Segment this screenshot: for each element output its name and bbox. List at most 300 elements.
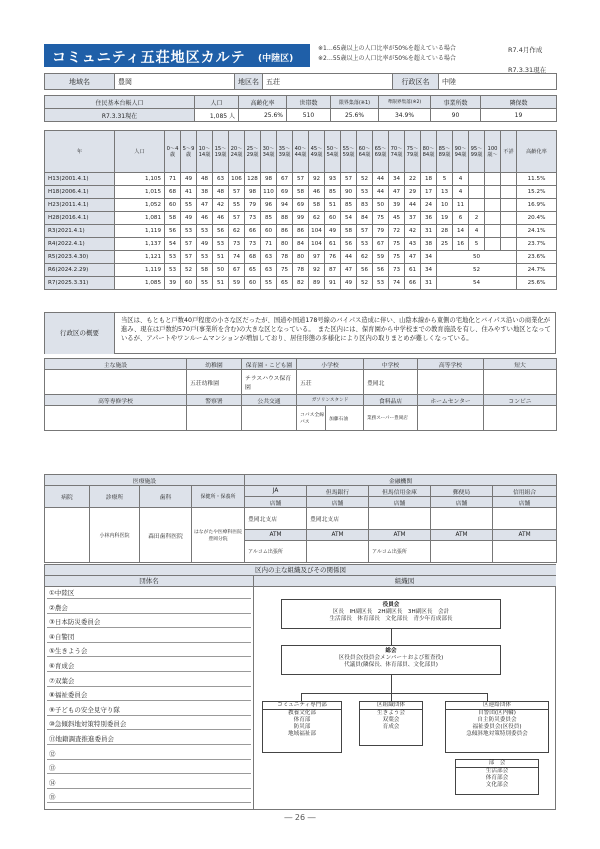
atm-value: アルコム出張所 [369,541,431,563]
age-bracket-header: 95〜99歳 [469,131,485,173]
age-count: 66 [405,277,421,290]
facility-value [242,406,297,431]
age-count-merged: 52 [437,264,517,277]
age-count: 84 [293,238,309,251]
medical-finance-table [44,474,557,563]
age-year-header: 年 [45,131,115,173]
dept-title: 部 会 [456,760,538,768]
age-row [45,186,557,199]
age-count: 62 [309,212,325,225]
age-count: 67 [373,238,389,251]
connector [391,629,392,645]
age-count: 67 [229,264,245,277]
age-count [485,212,501,225]
age-count: 48 [197,173,213,186]
age-bracket-header: 35〜39歳 [277,131,293,173]
age-row-year: R6(2024.2.29) [45,264,115,277]
facility-header: 中学校 [364,359,418,370]
age-count: 63 [213,173,229,186]
area-label: 地域名 [45,74,115,90]
age-bracket-header: 40〜44歳 [293,131,309,173]
groups-line: 生きよう会 [377,710,405,716]
groups-box [359,701,423,746]
age-row-year: R4(2022.4.1) [45,238,115,251]
officers-box [281,599,501,629]
age-count: 4 [469,225,485,238]
age-count: 4 [453,186,469,199]
age-count: 76 [325,251,341,264]
age-count: 65 [277,277,293,290]
summary-header: 準限界集落(※2) [379,96,431,109]
age-count: 80 [293,251,309,264]
age-count: 31 [421,225,437,238]
org-item: ⑩急傾斜地対策特別委員会 [47,719,251,730]
age-count: 39 [165,277,181,290]
facility-blank [45,406,187,431]
groups-line: 双葉会 [382,717,400,723]
age-count [469,199,485,212]
age-count: 60 [261,225,277,238]
age-row-rate: 24.7% [517,264,557,277]
summary-header: 人口 [195,96,239,109]
age-count: 98 [245,186,261,199]
age-count: 5 [437,173,453,186]
age-count: 85 [261,212,277,225]
age-count: 104 [309,238,325,251]
age-count: 96 [261,199,277,212]
age-bracket-header: 45〜49歳 [309,131,325,173]
atm-header: ATM [245,530,307,541]
community-line: 体育部 [293,717,311,723]
age-count: 85 [341,199,357,212]
general-title: 総会 [385,648,397,654]
age-count: 61 [325,238,341,251]
age-count: 56 [213,225,229,238]
age-count: 79 [245,199,261,212]
medical-value: 小林内科医院 [90,508,140,563]
age-count: 58 [309,199,325,212]
related-line: 急傾斜地対策特別委員会 [466,731,528,737]
age-count: 59 [229,277,245,290]
note-1: ※1…65歳以上の人口比率が50%を超えている場合 [318,45,456,52]
age-count [469,173,485,186]
title-banner [44,44,310,67]
age-count: 110 [261,186,277,199]
age-count: 57 [341,173,357,186]
age-count: 34 [389,173,405,186]
age-count: 43 [405,238,421,251]
org-item: ③日本防災委員会 [47,617,251,628]
org-col-chart: 組織図 [253,576,556,587]
age-bracket-header: 80〜84歳 [421,131,437,173]
connector [487,693,488,701]
age-row-rate: 11.5% [517,173,557,186]
age-count: 71 [165,173,181,186]
age-count: 4 [453,173,469,186]
age-bracket-header: 20〜24歳 [229,131,245,173]
age-count: 52 [357,277,373,290]
age-bracket-header: 60〜64歳 [357,131,373,173]
age-count: 18 [421,173,437,186]
admin-label: 行政区名 [393,74,439,90]
age-count: 6 [453,212,469,225]
summary-value: 19 [481,109,557,122]
age-count: 84 [357,212,373,225]
organizations-section [44,564,556,810]
dept-line: 文化部会 [485,782,509,788]
age-count [501,212,517,225]
age-count: 83 [357,199,373,212]
age-row-rate: 16.9% [517,199,557,212]
age-count: 49 [341,277,357,290]
age-count [501,199,517,212]
age-count [469,186,485,199]
age-count: 104 [309,225,325,238]
age-count: 73 [245,212,261,225]
age-count: 75 [389,251,405,264]
age-count: 49 [181,212,197,225]
age-count: 58 [197,264,213,277]
age-count [501,225,517,238]
finance-store [493,508,557,530]
age-bracket-header: 55〜59歳 [341,131,357,173]
finance-header: 但馬信用金庫 [369,486,431,497]
age-count: 52 [181,264,197,277]
age-count: 87 [325,264,341,277]
age-count: 34 [421,264,437,277]
age-row [45,212,557,225]
community-line: 地域福祉部 [288,731,316,737]
age-count: 92 [309,264,325,277]
age-count: 42 [213,199,229,212]
age-count: 53 [181,225,197,238]
summary-table [44,95,557,122]
org-item: ⑪地籍調査推進委員会 [47,734,251,745]
medical-header: 保健所・保養所 [192,486,245,508]
age-count: 71 [261,238,277,251]
age-count: 55 [197,277,213,290]
age-row-year: R7(2025.3.31) [45,277,115,290]
age-count: 60 [181,277,197,290]
age-row [45,251,557,264]
finance-subheader: 店舗 [245,497,307,508]
age-count: 36 [421,212,437,225]
age-count: 60 [165,199,181,212]
age-row [45,173,557,186]
page-subtitle: (中陸区) [258,54,294,64]
age-count: 93 [325,173,341,186]
age-count: 94 [277,199,293,212]
summary-header: 事業所数 [431,96,481,109]
age-count: 97 [309,251,325,264]
finance-header: 郵便局 [431,486,493,497]
age-row-pop: 1,119 [115,225,165,238]
org-col-name: 団体名 [45,576,253,587]
connector [391,675,392,693]
general-line: 区役員会(役員会メンバー＋および監査役) [338,655,444,661]
org-item: ⑨子どもの安全見守り隊 [47,705,251,716]
age-count: 2 [469,212,485,225]
age-row-rate: 23.6% [517,251,557,264]
age-row-year: R5(2023.4.30) [45,251,115,264]
note-2: ※2…55歳以上の人口比率が50%を超えている場合 [318,55,456,62]
finance-store: 豊岡北支店 [307,508,369,530]
facility-header: 幼稚園 [187,359,242,370]
age-count: 41 [181,186,197,199]
age-count: 80 [277,238,293,251]
age-count: 60 [325,212,341,225]
age-count: 5 [469,238,485,251]
age-count: 47 [341,264,357,277]
community-box [262,701,342,753]
org-divider [253,576,254,810]
age-row-year: H18(2006.4.1) [45,186,115,199]
district-value: 五荘 [263,74,393,90]
org-item: ⑥育成会 [47,661,251,672]
age-bracket-header: 75〜79歳 [405,131,421,173]
page-title: コミュニティ五荘地区カルテ [52,50,246,66]
age-count: 67 [277,173,293,186]
atm-header: ATM [431,530,493,541]
age-count: 53 [197,251,213,264]
community-line: 防災部 [293,724,311,730]
age-count: 50 [373,199,389,212]
age-count: 46 [309,186,325,199]
age-count: 68 [245,251,261,264]
age-count: 74 [389,277,405,290]
age-count: 69 [277,186,293,199]
age-bracket-header: 不詳 [501,131,517,173]
age-count: 53 [357,186,373,199]
age-bracket-header: 30〜34歳 [261,131,277,173]
facility-value: 五荘 [297,370,364,395]
summary-value: 90 [431,109,481,122]
atm-value: アルコム出張所 [245,541,307,563]
age-count: 58 [341,225,357,238]
facility-header: 高等学校 [418,359,484,370]
officers-line: 生活部長 体育部長 文化部長 青少年育成部長 [329,616,453,622]
age-count: 56 [357,264,373,277]
medical-value: はながたや医療科医院豊岡分院 [192,508,245,563]
age-count: 13 [437,186,453,199]
area-value: 豊岡 [115,74,235,90]
age-count: 56 [373,264,389,277]
facilities-label: 主な施設 [45,359,187,370]
age-row-year: R3(2021.4.1) [45,225,115,238]
age-count: 58 [293,186,309,199]
facility-value: 加藤石油 [326,406,364,431]
summary-value: 25.6% [239,109,287,122]
age-count: 53 [165,264,181,277]
finance-subheader: 店舗 [307,497,369,508]
overview-label: 行政区の概要 [45,313,115,354]
org-item: ⑦双葉会 [47,676,251,687]
age-count: 63 [261,251,277,264]
facility-value: 五荘幼稚園 [187,370,242,395]
age-count: 51 [325,199,341,212]
summary-value: 510 [287,109,331,122]
age-count: 28 [437,225,453,238]
age-count: 73 [389,264,405,277]
age-bracket-header: 90〜94歳 [453,131,469,173]
age-count: 53 [197,225,213,238]
related-line: 自主防災委員会 [477,717,517,723]
summary-label: 住民基本台帳人口 [45,96,195,109]
dept-line: 生活部会 [485,768,509,774]
age-count: 17 [421,186,437,199]
age-count [485,186,501,199]
page-number-value: 26 [294,813,306,822]
age-count: 22 [405,173,421,186]
org-item: ④自警団 [47,632,251,643]
facility-value: テラスハウス保育園 [242,370,297,395]
summary-header: 限界集落(※1) [331,96,379,109]
age-count: 72 [389,225,405,238]
summary-header: 高齢化率 [239,96,287,109]
age-count: 75 [373,212,389,225]
age-bracket-header: 5〜9歳 [181,131,197,173]
age-count: 10 [437,199,453,212]
age-count: 49 [197,238,213,251]
age-bracket-header: 0〜4歳 [165,131,181,173]
age-count: 47 [405,251,421,264]
age-count: 90 [341,186,357,199]
medical-value: 森田歯科医院 [140,508,192,563]
age-count: 52 [357,173,373,186]
related-line: 福祉委員会(区役員) [472,724,522,730]
facility-header: ホームセンター [418,395,484,406]
age-row-rate: 24.1% [517,225,557,238]
atm-value [493,541,557,563]
age-count: 62 [229,225,245,238]
age-count: 49 [325,225,341,238]
atm-header: ATM [369,530,431,541]
age-row-rate: 20.4% [517,212,557,225]
age-count: 57 [229,186,245,199]
age-count: 75 [277,264,293,277]
age-count: 31 [421,277,437,290]
age-count: 38 [421,238,437,251]
age-count [485,199,501,212]
age-count [485,225,501,238]
age-count: 16 [453,238,469,251]
age-pop-header: 人口 [115,131,165,173]
medical-header: 病院 [45,486,90,508]
age-row [45,264,557,277]
facility-value [484,406,557,431]
age-count: 92 [309,173,325,186]
related-line: 自警団(区内輪) [478,710,516,716]
org-item: ②農会 [47,603,251,614]
age-count: 68 [165,186,181,199]
age-count [485,173,501,186]
finance-subheader: 店舗 [493,497,557,508]
medical-header: 診療所 [90,486,140,508]
age-rate-header: 高齢化率 [517,131,557,173]
facility-value [187,406,242,431]
age-count: 57 [181,251,197,264]
org-item: ⑮ [47,792,251,803]
age-count: 58 [165,212,181,225]
age-count: 39 [389,199,405,212]
page-number: ― 26 ― [284,813,316,822]
age-row-pop: 1,085 [115,277,165,290]
related-title: 区連絡団体 [446,702,548,710]
age-count: 47 [197,199,213,212]
age-count: 128 [245,173,261,186]
age-count: 59 [373,251,389,264]
age-count: 44 [373,173,389,186]
age-count: 53 [357,238,373,251]
age-count: 57 [293,173,309,186]
age-count: 79 [373,225,389,238]
age-count: 57 [229,212,245,225]
summary-value: 1,085 人 [195,109,239,122]
medical-value [45,508,90,563]
age-count: 56 [165,225,181,238]
age-row-pop: 1,015 [115,186,165,199]
area-info-table [44,73,557,90]
age-bracket-header: 65〜69歳 [373,131,389,173]
finance-label: 金融機関 [245,475,557,486]
atm-header: ATM [493,530,557,541]
age-count: 14 [453,225,469,238]
age-count: 89 [309,277,325,290]
age-count: 37 [405,212,421,225]
age-count: 44 [341,251,357,264]
facility-header: 小学校 [297,359,364,370]
org-item: ①中陸区 [47,588,251,599]
finance-subheader: 店舗 [431,497,493,508]
age-count: 19 [437,212,453,225]
facility-header: 高等専修学校 [45,395,187,406]
age-count: 50 [213,264,229,277]
age-count-merged: 54 [437,277,517,290]
age-count: 73 [229,238,245,251]
summary-value: 34.9% [379,109,431,122]
org-item: ⑧福祉委員会 [47,690,251,701]
age-row-pop: 1,081 [115,212,165,225]
age-count: 47 [389,186,405,199]
age-count: 86 [293,225,309,238]
age-count: 65 [245,264,261,277]
age-bracket-header: 70〜74歳 [389,131,405,173]
age-count: 46 [197,212,213,225]
age-count: 34 [421,251,437,264]
age-count: 99 [293,212,309,225]
atm-value [307,541,369,563]
facility-value: 業務スーパー豊岡店 [364,406,418,431]
facility-value [418,406,484,431]
district-label: 地区名 [235,74,263,90]
age-count: 69 [293,199,309,212]
age-count: 53 [213,238,229,251]
age-count: 42 [405,225,421,238]
dept-box [455,759,539,795]
age-count: 85 [325,186,341,199]
age-count: 11 [453,199,469,212]
age-row-pop: 1,121 [115,251,165,264]
summary-value: 25.6% [331,109,379,122]
atm-header: ATM [307,530,369,541]
community-line: 教養文化部 [288,710,316,716]
age-bracket-header: 10〜14歳 [197,131,213,173]
age-count: 57 [357,225,373,238]
facility-header: ガソリンスタンド [297,395,364,406]
age-row-rate: 15.2% [517,186,557,199]
age-row-pop: 1,137 [115,238,165,251]
age-bracket-header: 85〜89歳 [437,131,453,173]
